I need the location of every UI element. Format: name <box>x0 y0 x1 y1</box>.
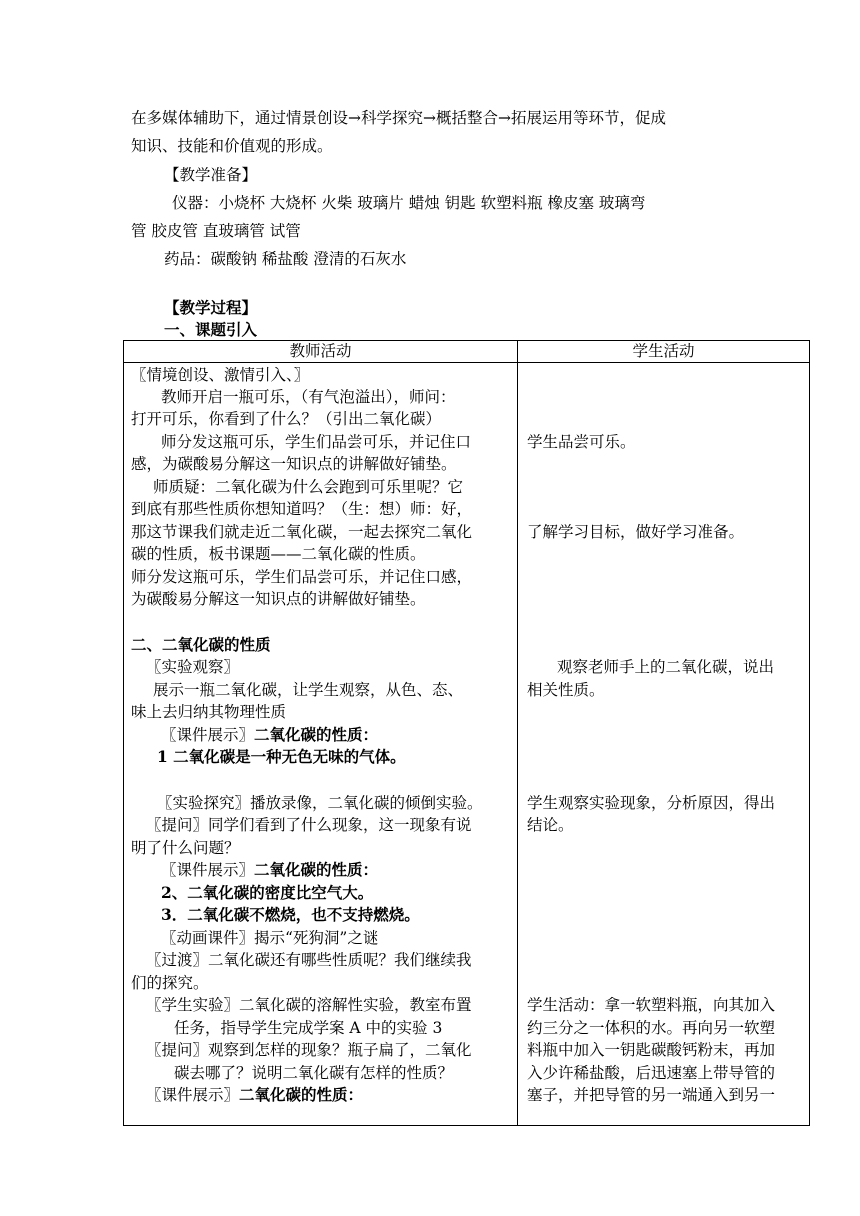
table-header-row <box>124 341 810 363</box>
section-2-heading: 二、二氧化碳的性质 <box>131 635 271 654</box>
prep-heading: 【教学准备】 <box>164 166 258 184</box>
teacher-line: 〖课件展示〗二氧化碳的性质： <box>161 860 379 879</box>
col-header-teacher: 教师活动 <box>124 341 518 363</box>
teacher-line: 到底有那些性质你想知道吗？（生：想）师：好， <box>131 500 473 518</box>
student-line: 料瓶中加入一钥匙碳酸钙粉末，再加 <box>527 1041 776 1059</box>
col-header-student: 学生活动 <box>518 341 810 363</box>
teacher-line: 〖实验观察〗 <box>146 658 240 676</box>
intro-line-1: 在多媒体辅助下，通过情景创设→科学探究→概括整合→拓展运用等环节，促成 <box>131 109 666 127</box>
student-line: 入少许稀盐酸，后迅速塞上带导管的 <box>527 1064 776 1082</box>
teacher-line: 〖提问〗观察到怎样的现象？瓶子扁了，二氧化 <box>146 1041 472 1059</box>
student-line: 约三分之一体积的水。再向另一软塑 <box>527 1019 776 1037</box>
teacher-line: 师分发这瓶可乐，学生们品尝可乐，并记住口 <box>161 433 472 451</box>
teacher-line: 〖实验探究〗播放录像，二氧化碳的倾倒实验。 <box>157 794 483 812</box>
student-line: 学生观察实验现象，分析原因，得出 <box>527 794 776 812</box>
teacher-line: 任务，指导学生完成学案 A 中的实验 3 <box>174 1019 443 1037</box>
teacher-line: 教师开启一瓶可乐，（有气泡溢出），师问： <box>161 388 456 406</box>
teacher-line: 们的探究。 <box>131 974 209 992</box>
property-1: 1 二氧化碳是一种无色无味的气体。 <box>157 747 406 766</box>
teacher-line: 〖学生实验〗二氧化碳的溶解性实验，教室布置 <box>146 996 472 1014</box>
teacher-line: 碳的性质，板书课题——二氧化碳的性质。 <box>131 545 426 563</box>
property-3: 3．二氧化碳不燃烧，也不支持燃烧。 <box>161 905 420 924</box>
teacher-line: 〖课件展示〗二氧化碳的性质： <box>146 1085 364 1104</box>
teacher-line: 〖动画课件〗揭示“死狗洞”之谜 <box>161 929 379 947</box>
lesson-table <box>123 340 810 1126</box>
teacher-line: 味上去归纳其物理性质 <box>131 703 287 721</box>
intro-line-2: 知识、技能和价值观的形成。 <box>131 137 333 155</box>
student-line: 塞子，并把导管的另一端通入到另一 <box>527 1086 776 1104</box>
teacher-line: 展示一瓶二氧化碳，让学生观察，从色、态、 <box>153 681 464 699</box>
property-2: 2、二氧化碳的密度比空气大。 <box>161 883 374 902</box>
student-activity-cell <box>518 363 810 1126</box>
student-line: 了解学习目标，做好学习准备。 <box>527 523 745 541</box>
student-line: 学生活动：拿一软塑料瓶，向其加入 <box>527 996 776 1014</box>
prep-instruments-1: 仪器：小烧杯 大烧杯 火柴 玻璃片 蜡烛 钥匙 软塑料瓶 橡皮塞 玻璃弯 <box>172 194 646 212</box>
process-heading: 【教学过程】 <box>164 298 258 317</box>
teacher-line: 〖过渡〗二氧化碳还有哪些性质呢？我们继续我 <box>146 951 472 969</box>
teacher-line: 〖课件展示〗二氧化碳的性质： <box>161 725 379 744</box>
prep-drugs: 药品：碳酸钠 稀盐酸 澄清的石灰水 <box>164 250 407 268</box>
student-line: 结论。 <box>527 816 574 834</box>
teacher-line: 碳去哪了？说明二氧化碳有怎样的性质？ <box>174 1064 454 1082</box>
prep-instruments-2: 管 胶皮管 直玻璃管 试管 <box>131 222 301 240</box>
student-line: 观察老师手上的二氧化碳，说出 <box>557 658 775 676</box>
teacher-line: 〖提问〗同学们看到了什么现象，这一现象有说 <box>146 816 472 834</box>
teacher-line: 感，为碳酸易分解这一知识点的讲解做好铺垫。 <box>131 455 457 473</box>
teacher-line: 打开可乐，你看到了什么？（引出二氧化碳） <box>131 410 442 428</box>
teacher-activity-cell <box>124 363 518 1126</box>
student-line: 相关性质。 <box>527 681 605 699</box>
teacher-line: 师质疑：二氧化碳为什么会跑到可乐里呢？它 <box>153 478 464 496</box>
table-row <box>124 363 810 1126</box>
teacher-line: 为碳酸易分解这一知识点的讲解做好铺垫。 <box>131 590 426 608</box>
section-1-heading: 一、课题引入 <box>164 320 258 339</box>
student-line: 学生品尝可乐。 <box>527 433 636 451</box>
teacher-line: 师分发这瓶可乐，学生们品尝可乐，并记住口感， <box>131 568 473 586</box>
teacher-line: 那这节课我们就走近二氧化碳，一起去探究二氧化 <box>131 523 473 541</box>
teacher-line: 〖情境创设、激情引入、〗 <box>131 366 310 384</box>
teacher-line: 明了什么问题？ <box>131 839 240 857</box>
